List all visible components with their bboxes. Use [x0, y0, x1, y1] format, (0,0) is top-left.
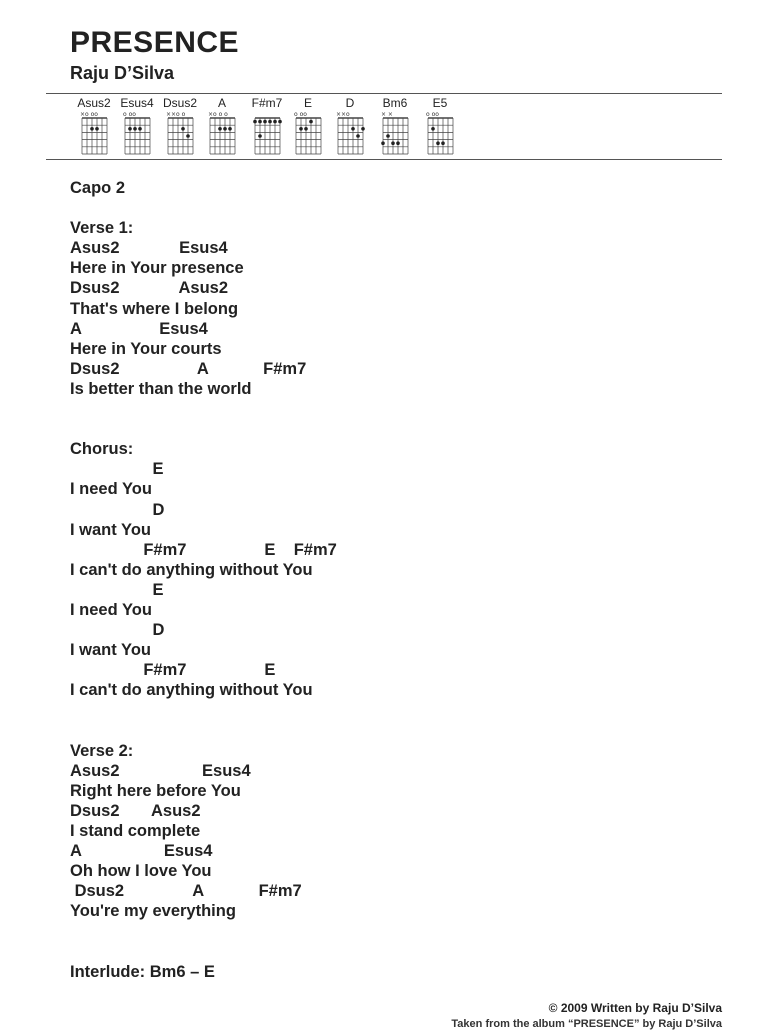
finger-dot [278, 120, 282, 124]
finger-dot [299, 127, 303, 131]
sheet-line: A Esus4 [70, 319, 208, 338]
string-markers: ××o [336, 111, 350, 118]
finger-dot [356, 134, 360, 138]
finger-dot [228, 127, 232, 131]
finger-dot [223, 127, 227, 131]
finger-dot [436, 141, 440, 145]
sheet-line: You're my everything [70, 902, 236, 921]
finger-dot [218, 127, 222, 131]
chord-name: F#m7 [251, 96, 283, 110]
chord-grid [166, 110, 196, 156]
sheet-line: I want You [70, 520, 151, 539]
string-markers: ×o oo [80, 111, 98, 118]
chord-name: Asus2 [77, 96, 111, 110]
chord-chart-top-rule [46, 93, 722, 94]
chord-grid [426, 110, 456, 156]
sheet-line: I can't do anything without You [70, 560, 313, 579]
sheet-line: Verse 1: [70, 219, 134, 238]
chord-name: E5 [432, 96, 448, 110]
sheet-line: Chorus: [70, 440, 134, 459]
lyrics-sheet [70, 178, 337, 982]
chord-name: D [345, 96, 355, 110]
chord-name: E [303, 96, 312, 110]
sheet-line: F#m7 E F#m7 [70, 540, 337, 559]
chord-diagram [117, 96, 161, 158]
string-markers: ××o o [166, 111, 186, 118]
sheet-line: Dsus2 A F#m7 [70, 359, 307, 378]
finger-dot [391, 141, 395, 145]
chord-name: Bm6 [382, 96, 408, 110]
finger-dot [253, 120, 257, 124]
album-credit: Taken from the album “PRESENCE” by Raju D’Silva [451, 1018, 722, 1030]
sheet-line: Asus2 Esus4 [70, 761, 251, 780]
sheet-line [70, 419, 337, 439]
sheet-line: I want You [70, 641, 151, 660]
chord-diagram [330, 96, 374, 158]
string-markers: o oo [123, 111, 136, 118]
sheet-line: Asus2 Esus4 [70, 239, 228, 258]
chord-grid [123, 110, 153, 156]
finger-dot [128, 127, 132, 131]
finger-dot [90, 127, 94, 131]
finger-dot [396, 141, 400, 145]
string-markers: o oo [426, 111, 439, 118]
sheet-line: I need You [70, 600, 152, 619]
sheet-line [70, 700, 337, 720]
chord-diagram [74, 96, 118, 158]
chord-diagram [160, 96, 204, 158]
chord-diagram [202, 96, 246, 158]
finger-dot [133, 127, 137, 131]
chord-grid [336, 110, 366, 156]
chord-grid [208, 110, 238, 156]
sheet-line: Is better than the world [70, 379, 252, 398]
chord-name: Dsus2 [162, 96, 197, 110]
sheet-line [70, 198, 337, 218]
song-artist: Raju D’Silva [70, 63, 175, 83]
sheet-line: A Esus4 [70, 842, 213, 861]
chord-grid [80, 110, 110, 156]
sheet-line: I need You [70, 480, 152, 499]
finger-dot [268, 120, 272, 124]
finger-dot [304, 127, 308, 131]
sheet-line: D [70, 621, 165, 640]
finger-dot [258, 134, 262, 138]
finger-dot [309, 120, 313, 124]
finger-dot [258, 120, 262, 124]
sheet-line: Here in Your presence [70, 259, 244, 278]
sheet-line: Dsus2 Asus2 [70, 279, 229, 298]
finger-dot [351, 127, 355, 131]
sheet-line: I stand complete [70, 822, 201, 840]
sheet-line: That's where I belong [70, 299, 239, 318]
sheet-line: E [70, 460, 164, 479]
sheet-line: Right here before You [70, 781, 241, 800]
finger-dot [181, 127, 185, 131]
finger-dot [273, 120, 277, 124]
sheet-line: Interlude: Bm6 – E [70, 962, 215, 981]
chord-name: Esus4 [120, 96, 154, 110]
sheet-line: I can't do anything without You [70, 681, 313, 700]
finger-dot [263, 120, 267, 124]
sheet-line: Here in Your courts [70, 339, 222, 358]
finger-dot [361, 127, 365, 131]
finger-dot [138, 127, 142, 131]
chord-grid [253, 110, 283, 156]
sheet-line: F#m7 E [70, 661, 276, 680]
sheet-line [70, 942, 337, 962]
chord-diagram [288, 96, 332, 158]
finger-dot [431, 127, 435, 131]
chord-diagram [420, 96, 464, 158]
sheet-line [70, 721, 337, 741]
chord-grid [381, 110, 411, 156]
sheet-line [70, 399, 337, 419]
finger-dot [95, 127, 99, 131]
chord-diagram [375, 96, 419, 158]
song-title: PRESENCE [70, 26, 240, 59]
chord-diagram [247, 96, 291, 158]
sheet-line: Capo 2 [70, 179, 126, 197]
sheet-line: E [70, 580, 164, 599]
finger-dot [186, 134, 190, 138]
sheet-line [70, 921, 337, 941]
sheet-line: Verse 2: [70, 741, 134, 760]
finger-dot [381, 141, 385, 145]
string-markers: ×o o o [208, 111, 228, 118]
sheet-line: Dsus2 Asus2 [70, 801, 201, 820]
sheet-line: Oh how I love You [70, 862, 212, 881]
chord-chart-bottom-rule [46, 159, 722, 160]
chord-grid [294, 110, 324, 156]
finger-dot [441, 141, 445, 145]
chord-name: A [217, 96, 226, 110]
string-markers: o oo [294, 111, 307, 118]
sheet-line: Dsus2 A F#m7 [70, 882, 302, 901]
copyright-notice: © 2009 Written by Raju D’Silva [548, 1001, 722, 1015]
finger-dot [386, 134, 390, 138]
sheet-line: D [70, 500, 165, 519]
string-markers: × × [381, 111, 393, 118]
